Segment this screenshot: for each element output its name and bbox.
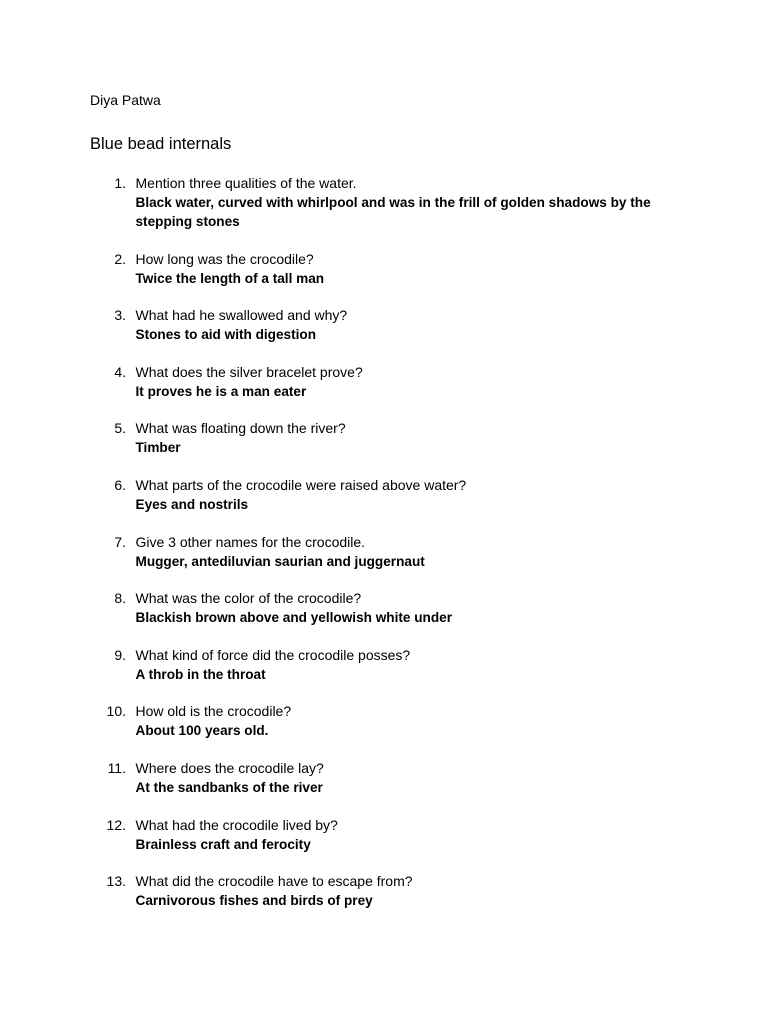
question-text: What was the color of the crocodile? bbox=[135, 590, 362, 607]
list-item-body bbox=[136, 702, 676, 740]
answer-text: At the sandbanks of the river bbox=[135, 779, 323, 795]
list-number: 3. bbox=[114, 307, 126, 324]
answer-text: About 100 years old. bbox=[135, 723, 269, 739]
list-item bbox=[0, 872, 768, 910]
list-item bbox=[0, 759, 768, 797]
question-text: How long was the crocodile? bbox=[135, 250, 314, 267]
question-text: Give 3 other names for the crocodile. bbox=[135, 533, 366, 550]
list-item-body bbox=[136, 476, 676, 514]
answer-text: Black water, curved with whirlpool and was in the frill of golden shadows by the stepping stones bbox=[135, 195, 651, 229]
question-text: Mention three qualities of the water. bbox=[135, 175, 357, 191]
answer-text: Mugger, antediluvian saurian and juggernaut bbox=[135, 553, 425, 569]
answer-text: A throb in the throat bbox=[135, 666, 266, 682]
list-item-body bbox=[136, 533, 676, 571]
answer-text: It proves he is a man eater bbox=[135, 383, 307, 399]
list-number: 9. bbox=[114, 646, 126, 663]
question-text: Where does the crocodile lay? bbox=[135, 759, 324, 776]
question-text: What did the crocodile have to escape from? bbox=[135, 873, 413, 890]
list-item bbox=[0, 476, 768, 514]
list-item-body bbox=[136, 250, 676, 288]
list-number: 13. bbox=[106, 873, 126, 890]
document-title: Blue bead internals bbox=[90, 135, 232, 153]
list-item-body bbox=[136, 174, 676, 231]
list-number: 5. bbox=[114, 420, 126, 437]
author-name: Diya Patwa bbox=[90, 92, 161, 108]
list-item-body bbox=[136, 419, 676, 457]
list-item bbox=[0, 533, 768, 571]
list-item bbox=[0, 363, 768, 401]
list-item bbox=[0, 702, 768, 740]
question-text: What had he swallowed and why? bbox=[135, 307, 348, 324]
list-item-body bbox=[136, 646, 676, 684]
list-number: 11. bbox=[107, 759, 126, 776]
answer-text: Timber bbox=[135, 440, 181, 456]
list-number: 6. bbox=[114, 476, 126, 493]
list-number: 10. bbox=[106, 703, 126, 720]
list-number: 12. bbox=[106, 816, 126, 833]
question-text: What parts of the crocodile were raised above water? bbox=[135, 476, 467, 493]
list-number: 4. bbox=[114, 363, 126, 380]
answer-text: Stones to aid with digestion bbox=[135, 327, 316, 343]
question-text: What had the crocodile lived by? bbox=[135, 816, 338, 833]
question-text: What was floating down the river? bbox=[135, 420, 346, 437]
list-number: 7. bbox=[114, 533, 126, 550]
list-item bbox=[0, 419, 768, 457]
list-item-body bbox=[136, 589, 676, 627]
answer-text: Blackish brown above and yellowish white under bbox=[135, 610, 452, 626]
question-text: What does the silver bracelet prove? bbox=[135, 363, 363, 380]
list-item-body bbox=[136, 816, 676, 854]
list-item-body bbox=[136, 759, 676, 797]
list-item bbox=[0, 306, 768, 344]
answer-text: Carnivorous fishes and birds of prey bbox=[135, 893, 373, 909]
answer-text: Eyes and nostrils bbox=[135, 496, 249, 512]
list-item bbox=[0, 589, 768, 627]
list-number: 1. bbox=[114, 175, 126, 191]
question-text: What kind of force did the crocodile posses? bbox=[135, 646, 411, 663]
list-item bbox=[0, 250, 768, 288]
answer-text: Brainless craft and ferocity bbox=[135, 836, 311, 852]
list-item bbox=[0, 646, 768, 684]
list-item bbox=[0, 816, 768, 854]
list-item bbox=[0, 174, 768, 231]
list-number: 8. bbox=[114, 590, 126, 607]
answer-text: Twice the length of a tall man bbox=[135, 270, 325, 286]
list-number: 2. bbox=[114, 250, 126, 267]
list-item-body bbox=[136, 872, 676, 910]
question-text: How old is the crocodile? bbox=[135, 703, 292, 720]
list-item-body bbox=[136, 363, 676, 401]
list-item-body bbox=[136, 306, 676, 344]
question-list bbox=[0, 174, 768, 929]
